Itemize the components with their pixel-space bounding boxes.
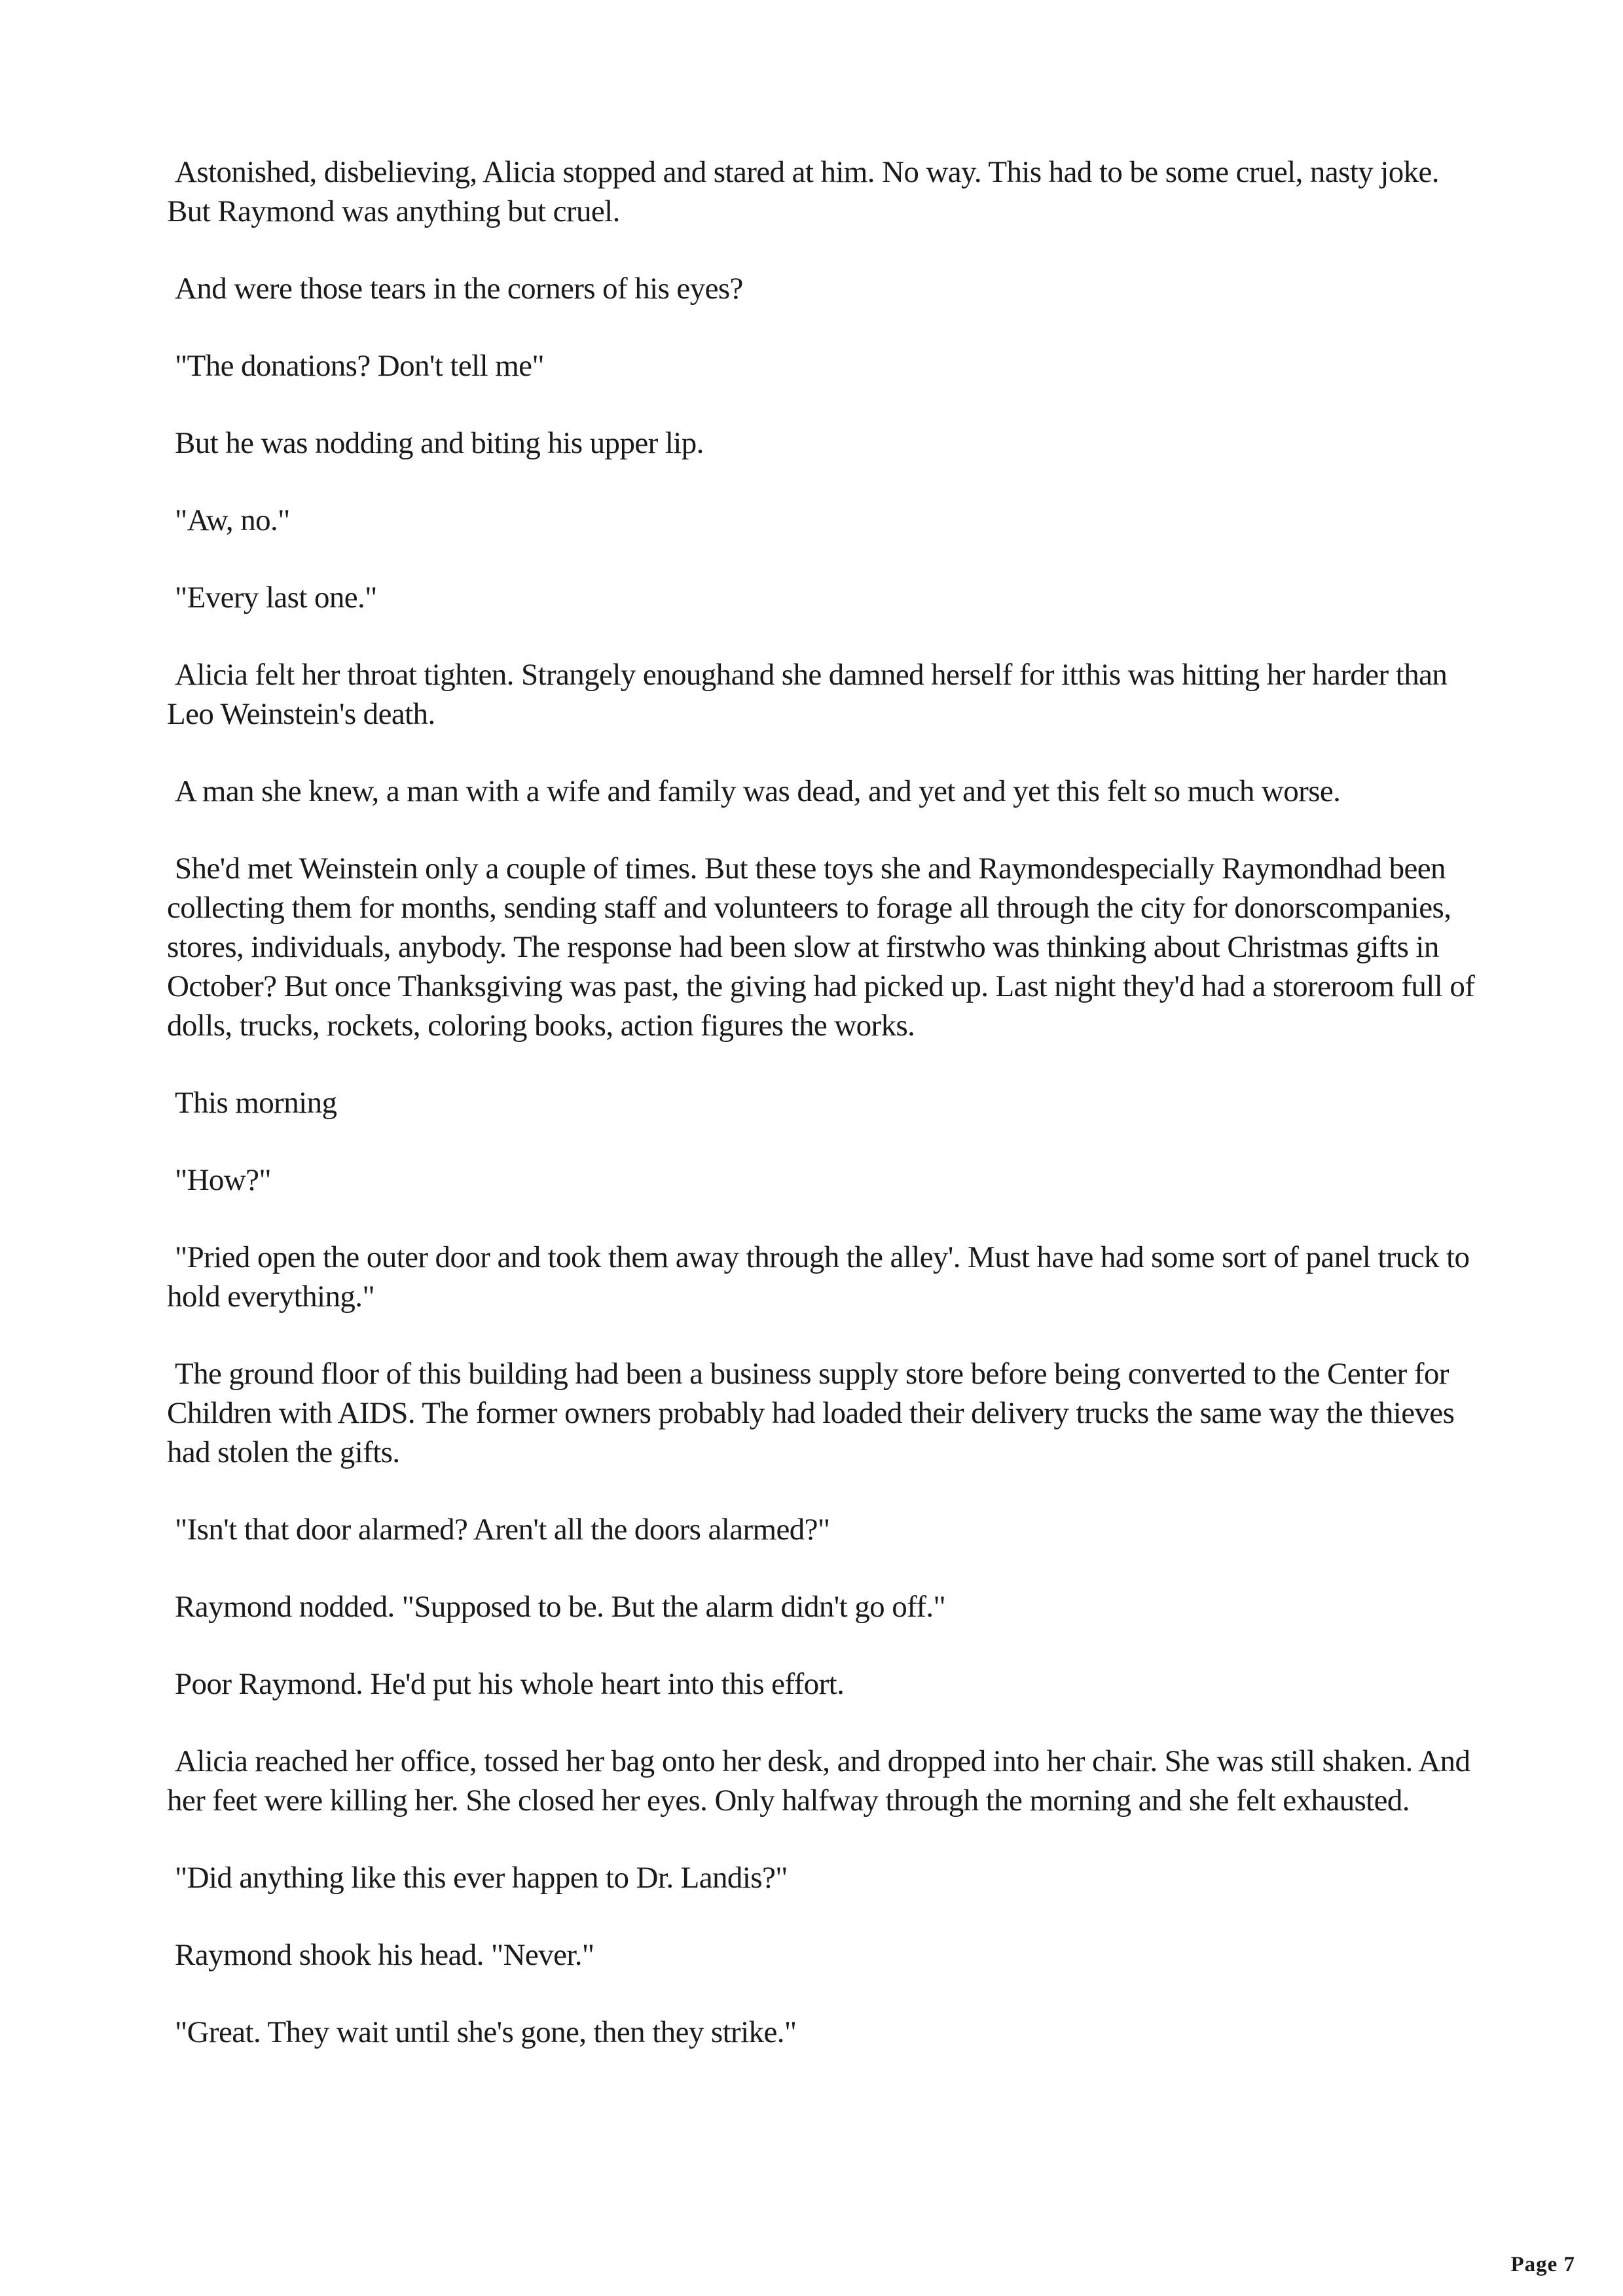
paragraph: A man she knew, a man with a wife and family was dead, and yet and yet this felt so much worse. [175, 774, 1341, 808]
paragraph: And were those tears in the corners of his eyes? [175, 272, 743, 306]
paragraph: "The donations? Don't tell me" [175, 349, 544, 383]
paragraph: But he was nodding and biting his upper lip. [175, 426, 704, 460]
paragraph: Raymond shook his head. "Never." [175, 1938, 594, 1972]
paragraph: "Pried open the outer door and took them away through the alley'. Must have had some sort of panel truck to hold everything." [167, 1240, 1470, 1314]
paragraph: The ground floor of this building had been a business supply store before being converted to the Center for Children with AIDS. The former owners probably had loaded their delivery trucks the same way the thieves had stolen the gifts. [167, 1357, 1455, 1469]
paragraph: She'd met Weinstein only a couple of times. But these toys she and Raymondespecially Raymondhad been collecting them for months, sending staff and volunteers to forage all through the city for donorscompanies, stores, individuals, anybody. The response had been slow at firstwho was thinking about Christmas gifts in October? But once Thanksgiving was past, the giving had picked up. Last night they'd had a storeroom full of dolls, trucks, rockets, coloring books, action figures the works. [167, 852, 1475, 1043]
paragraph: Alicia reached her office, tossed her bag onto her desk, and dropped into her chair. She was still shaken. And her feet were killing her. She closed her eyes. Only halfway through the morning and she felt exhausted. [167, 1744, 1470, 1818]
paragraph: "Great. They wait until she's gone, then they strike." [175, 2015, 797, 2049]
paragraph: "Isn't that door alarmed? Aren't all the doors alarmed?" [175, 1513, 830, 1547]
document-body [167, 152, 1476, 2090]
page-number: Page 7 [1510, 2253, 1575, 2276]
paragraph: Poor Raymond. He'd put his whole heart into this effort. [175, 1667, 845, 1701]
paragraph: Astonished, disbelieving, Alicia stopped and stared at him. No way. This had to be some cruel, nasty joke. But Raymond was anything but cruel. [167, 155, 1439, 228]
paragraph: "Every last one." [175, 581, 377, 615]
paragraph: Raymond nodded. "Supposed to be. But the alarm didn't go off." [175, 1590, 946, 1624]
paragraph: This morning [175, 1086, 337, 1120]
paragraph: Alicia felt her throat tighten. Strangely enoughand she damned herself for itthis was hitting her harder than Leo Weinstein's death. [167, 658, 1448, 731]
paragraph: "Aw, no." [175, 503, 290, 537]
paragraph: "Did anything like this ever happen to Dr. Landis?" [175, 1861, 788, 1895]
paragraph: "How?" [175, 1163, 272, 1197]
